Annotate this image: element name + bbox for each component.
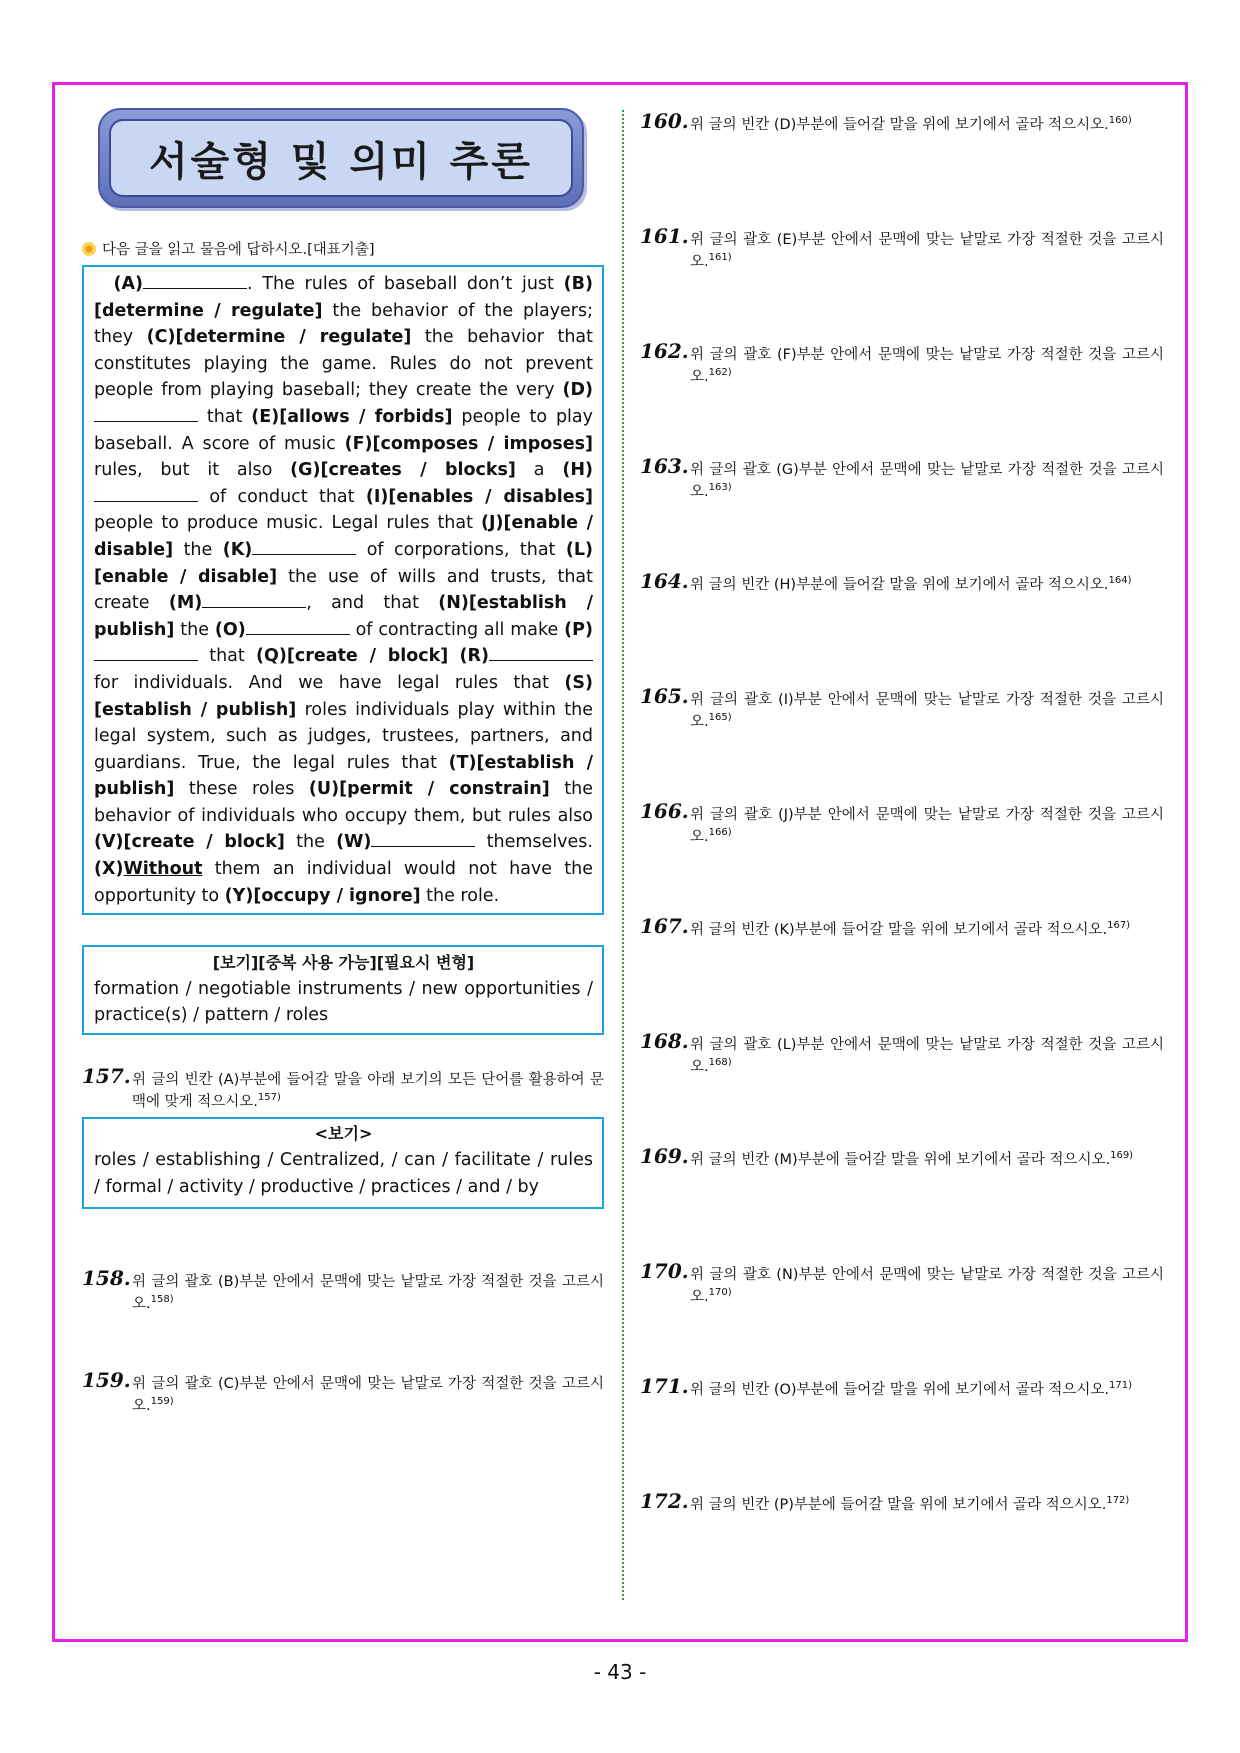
question-text: 위 글의 빈칸 (P)부분에 들어갈 말을 위에 보기에서 골라 적으시오. bbox=[690, 1497, 1107, 1513]
question-text: 위 글의 괄호 (B)부분 안에서 문맥에 맞는 낱말로 가장 적절한 것을 고르시오. bbox=[132, 1274, 604, 1313]
question-text: 위 글의 괄호 (I)부분 안에서 문맥에 맞는 낱말로 가장 적절한 것을 고르시오. bbox=[690, 692, 1164, 730]
footnote-ref: 171) bbox=[1109, 1380, 1132, 1392]
bracket-c: (C)[determine / regulate] bbox=[146, 327, 412, 348]
question-160 bbox=[640, 109, 1164, 229]
question-number: 169. bbox=[640, 1144, 689, 1168]
bracket-i: (I)[enables / disables] bbox=[365, 486, 593, 507]
label-a: (A) bbox=[113, 274, 143, 294]
question-number: 163. bbox=[640, 454, 689, 478]
passage-text: the behavior of the players; they bbox=[94, 300, 593, 348]
label-k: (K) bbox=[222, 539, 253, 560]
passage-text: . The rules of baseball don’t just bbox=[247, 274, 554, 294]
passage-text: rules, but it also bbox=[94, 460, 291, 481]
footnote-ref: 170) bbox=[708, 1287, 732, 1299]
label-h: (H) bbox=[562, 460, 593, 481]
footnote-ref: 161) bbox=[708, 252, 732, 264]
passage-text: the behavior that constitutes playing the game. Rules do not prevent people from playing baseball; they create the very bbox=[94, 327, 593, 401]
label-p: (P) bbox=[564, 619, 593, 640]
passage-text: a bbox=[515, 460, 563, 481]
bracket-b: (B)[determine / regulate] bbox=[94, 274, 593, 321]
footnote-ref: 166) bbox=[708, 827, 732, 839]
bracket-u: (U)[permit / constrain] bbox=[308, 779, 550, 800]
question-number: 167. bbox=[640, 914, 689, 938]
bracket-n: (N)[establish / publish] bbox=[94, 593, 593, 640]
blank-h[interactable] bbox=[94, 486, 198, 502]
question-number: 164. bbox=[640, 569, 689, 593]
footnote-ref: 165) bbox=[708, 712, 732, 724]
footnote-ref: 167) bbox=[1107, 920, 1131, 932]
question-number: 158. bbox=[82, 1266, 131, 1291]
passage-text: of contracting all make bbox=[349, 619, 565, 640]
label-m: (M) bbox=[168, 593, 203, 614]
passage-text: the bbox=[174, 619, 215, 640]
blank-o[interactable] bbox=[246, 619, 350, 635]
question-number: 168. bbox=[640, 1029, 689, 1053]
passage-text: roles individuals play within the legal system, such as judges, trustees, partners, and guardians. True, the legal rules that bbox=[94, 699, 593, 773]
word-box-heading: <보기> bbox=[314, 1124, 373, 1144]
passage-text: of corporations, that bbox=[356, 539, 566, 560]
blank-d[interactable] bbox=[94, 406, 198, 422]
bracket-f: (F)[composes / imposes] bbox=[344, 433, 593, 454]
footnote-ref: 164) bbox=[1108, 575, 1132, 587]
passage-text: people to produce music. Legal rules that bbox=[94, 513, 482, 534]
passage-text: , and that bbox=[306, 593, 439, 614]
question-text: 위 글의 빈칸 (D)부분에 들어갈 말을 위에 보기에서 골라 적으시오. bbox=[690, 117, 1109, 133]
bracket-v: (V)[create / block] bbox=[94, 832, 285, 853]
question-number: 162. bbox=[640, 339, 689, 363]
blank-r[interactable] bbox=[489, 645, 593, 661]
passage-text: people to play baseball. A score of music bbox=[94, 406, 593, 454]
footnote-ref: 160) bbox=[1108, 115, 1132, 127]
banner-inner bbox=[109, 119, 573, 197]
question-text: 위 글의 괄호 (J)부분 안에서 문맥에 맞는 낱말로 가장 적절한 것을 고르시오. bbox=[690, 807, 1164, 845]
underlined-word-x: Without bbox=[123, 859, 203, 880]
page-number: - 43 - bbox=[593, 1660, 647, 1684]
label-w: (W) bbox=[336, 832, 372, 853]
bracket-q: (Q)[create / block] bbox=[256, 646, 449, 667]
bracket-s: (S)[establish / publish] bbox=[94, 672, 593, 720]
question-number: 165. bbox=[640, 684, 689, 708]
bracket-g: (G)[creates / blocks] bbox=[290, 460, 516, 481]
question-number: 172. bbox=[640, 1489, 689, 1513]
question-157 bbox=[82, 1064, 604, 1113]
question-164 bbox=[640, 569, 1164, 689]
question-163 bbox=[640, 454, 1164, 574]
question-159 bbox=[82, 1368, 604, 1417]
footnote-ref: 162) bbox=[708, 367, 732, 379]
instruction-text: 다음 글을 읽고 물음에 답하시오.[대표기출] bbox=[102, 242, 375, 258]
label-o: (O) bbox=[214, 619, 246, 640]
footnote-ref: 157) bbox=[257, 1092, 281, 1104]
question-number: 170. bbox=[640, 1259, 689, 1283]
passage-text: the bbox=[173, 539, 223, 560]
question-165 bbox=[640, 684, 1164, 804]
footnote-ref: 159) bbox=[150, 1396, 174, 1408]
passage-text: the behavior of individuals who occupy them, but rules also bbox=[94, 779, 593, 826]
question-number: 171. bbox=[640, 1374, 689, 1398]
question-text: 위 글의 빈칸 (H)부분에 들어갈 말을 위에 보기에서 골라 적으시오. bbox=[690, 577, 1109, 593]
bracket-j: (J)[enable / disable] bbox=[94, 513, 593, 560]
passage-text: of conduct that bbox=[198, 486, 366, 507]
question-167 bbox=[640, 914, 1164, 1034]
label-x: (X) bbox=[94, 859, 124, 880]
label-r: (R) bbox=[459, 646, 489, 667]
question-number: 160. bbox=[640, 109, 689, 133]
footnote-ref: 172) bbox=[1106, 1495, 1130, 1507]
passage-text: themselves. bbox=[475, 832, 593, 853]
question-168 bbox=[640, 1029, 1164, 1149]
question-170 bbox=[640, 1259, 1164, 1379]
passage-text: the use of wills and trusts, that create bbox=[94, 566, 594, 614]
word-box-157 bbox=[82, 1117, 604, 1209]
bracket-y: (Y)[occupy / ignore] bbox=[224, 885, 421, 906]
passage-text: that bbox=[198, 646, 257, 667]
footnote-ref: 169) bbox=[1110, 1150, 1134, 1162]
question-166 bbox=[640, 799, 1164, 919]
blank-p[interactable] bbox=[94, 645, 198, 661]
question-169 bbox=[640, 1144, 1164, 1264]
passage-text: these roles bbox=[174, 779, 309, 800]
section-banner bbox=[98, 108, 584, 208]
passage-text bbox=[448, 646, 459, 666]
reading-passage bbox=[82, 265, 604, 915]
right-column bbox=[640, 109, 1164, 1609]
banner-title: 서술형 및 의미 추론 bbox=[149, 138, 533, 185]
footnote-ref: 168) bbox=[708, 1057, 732, 1069]
bracket-t: (T)[establish / publish] bbox=[94, 752, 594, 800]
blank-w[interactable] bbox=[371, 831, 475, 847]
passage-text: the bbox=[284, 832, 337, 853]
question-text: 위 글의 괄호 (F)부분 안에서 문맥에 맞는 낱말로 가장 적절한 것을 고르시오. bbox=[690, 347, 1164, 385]
label-d: (D) bbox=[562, 380, 593, 401]
question-text: 위 글의 빈칸 (A)부분에 들어갈 말을 아래 보기의 모든 단어를 활용하여 문맥에 맞게 적으시오. bbox=[132, 1072, 604, 1111]
question-number: 157. bbox=[82, 1064, 131, 1089]
passage-text: for individuals. And we have legal rules that bbox=[94, 672, 565, 693]
instruction bbox=[82, 238, 604, 259]
question-161 bbox=[640, 224, 1164, 344]
flower-icon bbox=[82, 242, 96, 256]
question-text: 위 글의 빈칸 (K)부분에 들어갈 말을 위에 보기에서 골라 적으시오. bbox=[690, 922, 1108, 938]
blank-a[interactable] bbox=[143, 273, 247, 289]
blank-k[interactable] bbox=[252, 539, 356, 555]
bogi-heading: [보기][중복 사용 가능][필요시 변형] bbox=[212, 953, 475, 973]
bogi-box bbox=[82, 945, 604, 1035]
question-text: 위 글의 괄호 (N)부분 안에서 문맥에 맞는 낱말로 가장 적절한 것을 고르시오. bbox=[690, 1267, 1164, 1305]
bracket-e: (E)[allows / forbids] bbox=[251, 406, 453, 427]
question-158 bbox=[82, 1266, 604, 1315]
question-text: 위 글의 괄호 (E)부분 안에서 문맥에 맞는 낱말로 가장 적절한 것을 고르시오. bbox=[690, 232, 1164, 270]
word-box-words: roles / establishing / Centralized, / can / facilitate / rules / formal / activity / productive / practices / and / by bbox=[94, 1150, 593, 1198]
footnote-ref: 163) bbox=[708, 482, 732, 494]
question-text: 위 글의 괄호 (C)부분 안에서 문맥에 맞는 낱말로 가장 적절한 것을 고르시오. bbox=[132, 1376, 604, 1415]
question-text: 위 글의 빈칸 (O)부분에 들어갈 말을 위에 보기에서 골라 적으시오. bbox=[690, 1382, 1109, 1398]
question-172 bbox=[640, 1489, 1164, 1609]
passage-text: the role. bbox=[420, 885, 500, 906]
bracket-l: (L)[enable / disable] bbox=[94, 539, 593, 587]
question-162 bbox=[640, 339, 1164, 459]
question-number: 161. bbox=[640, 224, 689, 248]
passage-text: them an individual would not have the opportunity to bbox=[94, 859, 593, 906]
column-divider bbox=[622, 110, 624, 1600]
question-number: 166. bbox=[640, 799, 689, 823]
bogi-words: formation / negotiable instruments / new opportunities / practice(s) / pattern / roles bbox=[94, 979, 593, 1026]
blank-m[interactable] bbox=[202, 592, 306, 608]
question-number: 159. bbox=[82, 1368, 131, 1393]
question-171 bbox=[640, 1374, 1164, 1494]
question-text: 위 글의 괄호 (G)부분 안에서 문맥에 맞는 낱말로 가장 적절한 것을 고르시오. bbox=[690, 462, 1164, 500]
passage-text: that bbox=[198, 406, 252, 427]
question-text: 위 글의 괄호 (L)부분 안에서 문맥에 맞는 낱말로 가장 적절한 것을 고르시오. bbox=[690, 1037, 1164, 1075]
footnote-ref: 158) bbox=[150, 1294, 174, 1306]
left-column bbox=[82, 108, 604, 1417]
question-text: 위 글의 빈칸 (M)부분에 들어갈 말을 위에 보기에서 골라 적으시오. bbox=[690, 1152, 1111, 1168]
